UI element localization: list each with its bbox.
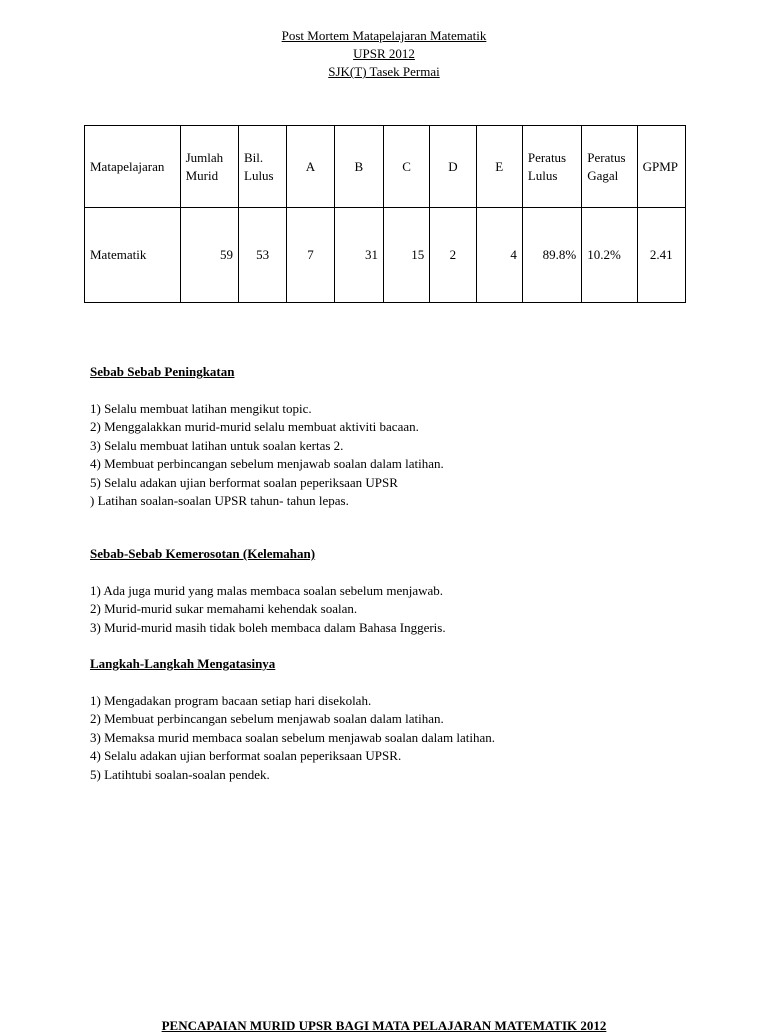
results-table [84,125,686,303]
section-peningkatan [90,363,444,511]
document-header [0,27,768,81]
cell-gpmp: 2.41 [637,208,685,303]
list-item: 2) Murid-murid sukar memahami kehendak soalan. [90,601,358,616]
cell-c: 15 [383,208,429,303]
cell-peratus-gagal: 10.2% [582,208,637,303]
cell-b: 31 [334,208,383,303]
table-header-row [85,126,686,208]
list-item: 4) Selalu adakan ujian berformat soalan peperiksaan UPSR. [90,748,402,763]
list-item: 3) Murid-murid masih tidak boleh membaca dalam Bahasa Inggeris. [90,619,446,635]
list-item: 5) Selalu adakan ujian berformat soalan peperiksaan UPSR [90,474,398,490]
header-cell-a: A [287,126,334,208]
cell-bil-lulus: 53 [239,208,287,303]
header-cell-matapelajaran: Matapelajaran [85,126,181,208]
cell-matapelajaran: Matematik [85,208,181,303]
list-item: 3) Selalu membuat latihan untuk soalan kertas 2. [90,437,344,453]
list-kemerosotan [90,582,446,638]
header-school: SJK(T) Tasek Permai [328,64,440,79]
cell-peratus-lulus: 89.8% [522,208,581,303]
header-cell-peratus-lulus: Peratus Lulus [522,126,581,208]
footer-heading: PENCAPAIAN MURID UPSR BAGI MATA PELAJARAN MATEMATIK 2012 [161,1018,607,1033]
list-item: 1) Ada juga murid yang malas membaca soalan sebelum menjawab. [90,582,444,598]
section-kemerosotan [90,545,446,637]
cell-d: 2 [430,208,476,303]
list-langkah [90,692,495,785]
list-item: 2) Menggalakkan murid-murid selalu membuat aktiviti bacaan. [90,419,419,434]
header-exam: UPSR 2012 [353,46,415,61]
section-title-peningkatan: Sebab Sebab Peningkatan [90,364,235,379]
list-item: 1) Selalu membuat latihan mengikut topic. [90,400,312,416]
list-item: 2) Membuat perbincangan sebelum menjawab soalan dalam latihan. [90,711,444,726]
list-item: 3) Memaksa murid membaca soalan sebelum menjawab soalan dalam latihan. [90,729,496,745]
cell-a: 7 [287,208,334,303]
list-item: 1) Mengadakan program bacaan setiap hari disekolah. [90,692,372,708]
list-peningkatan [90,400,444,511]
header-cell-gpmp: GPMP [637,126,685,208]
section-langkah [90,655,495,784]
section-title-langkah: Langkah-Langkah Mengatasinya [90,656,276,671]
header-cell-e: E [476,126,522,208]
cell-e: 4 [476,208,522,303]
table-row [85,208,686,303]
header-cell-b: B [334,126,383,208]
header-cell-peratus-gagal: Peratus Gagal [582,126,637,208]
header-cell-jumlah-murid: Jumlah Murid [180,126,238,208]
list-item: 5) Latihtubi soalan-soalan pendek. [90,766,270,782]
header-title: Post Mortem Matapelajaran Matematik [281,28,487,43]
cell-jumlah-murid: 59 [180,208,238,303]
list-item: ) Latihan soalan-soalan UPSR tahun- tahun lepas. [90,493,349,508]
header-cell-bil-lulus: Bil. Lulus [239,126,287,208]
list-item: 4) Membuat perbincangan sebelum menjawab soalan dalam latihan. [90,456,444,471]
section-title-kemerosotan: Sebab-Sebab Kemerosotan (Kelemahan) [90,546,316,561]
header-cell-d: D [430,126,476,208]
header-cell-c: C [383,126,429,208]
